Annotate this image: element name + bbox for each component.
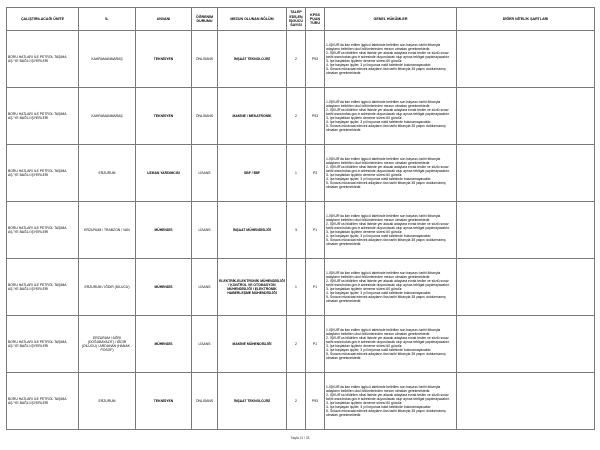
- cell-general-rules: [325, 259, 457, 316]
- cell-unit: BORU HATLARI İLE PETROL TAŞIMA AŞ.'YE BAĞLI İŞYERLERİ: [7, 202, 79, 259]
- rule-line: 1-İŞKUR'da ilan edilen işgücü talebinde belirtilen son başvuru tarihi itibarıyla adayların belirtilen okul bölümlerinden mezun olmaları gerekmektedir.: [326, 327, 441, 336]
- cell-unit: BORU HATLARI İLE PETROL TAŞIMA AŞ.'YE BAĞLI İŞYERLERİ: [7, 31, 79, 88]
- header-count: TALEP EDİLEN İŞGÜCÜ SAYISI: [287, 8, 306, 31]
- cell-count: 2: [287, 373, 306, 430]
- table-row: [7, 145, 595, 202]
- rule-line: 2- İŞKUR'ca bildirilen nihai listede yer alacak adaylara evrak teslim ve sözlü sınav tarihi www.botas.gov.tr adresinde duyurulacak olup ayrıca tebligat yapılmayacaktır.: [326, 278, 450, 287]
- cell-general-rules: [325, 145, 457, 202]
- cell-kpss: P1: [306, 316, 325, 373]
- rule-line: 5- Sınava müracaat edecek adayların ilan tarihi itibarıyla 35 yaşını doldurmamış olmaları gerekmektedir.: [326, 181, 446, 190]
- cell-city: ERZURUM: [79, 145, 136, 202]
- cell-general-rules: [325, 31, 457, 88]
- cell-department: MAKİNE MÜHENDİSLİĞİ: [218, 316, 287, 373]
- cell-education: LİSANS: [192, 316, 218, 373]
- rule-line: 3- İşe başlatılan işçilerin deneme süresi 60 gündür.: [326, 173, 403, 177]
- rule-line: 1-İŞKUR'da ilan edilen işgücü talebinde belirtilen son başvuru tarihi itibarıyla adayların belirtilen okul bölümlerinden mezun olmaları gerekmektedir.: [326, 156, 441, 165]
- cell-kpss: P1: [306, 259, 325, 316]
- cell-title: TEKNİSYEN: [136, 31, 192, 88]
- rule-line: 3- İşe başlatılan işçilerin deneme süresi 60 gündür.: [326, 230, 403, 234]
- rule-line: 4- İşe başlayan işçiler, 3 yıl boyunca nakil talebinde bulunamayacaktır.: [326, 348, 432, 353]
- rule-line: 2- İŞKUR'ca bildirilen nihai listede yer alacak adaylara evrak teslim ve sözlü sınav tarihi www.botas.gov.tr adresinde duyurulacak olup ayrıca tebligat yapılmayacaktır.: [326, 221, 450, 230]
- cell-unit: BORU HATLARI İLE PETROL TAŞIMA AŞ.'YE BAĞLI İŞYERLERİ: [7, 88, 79, 145]
- table-row: [7, 373, 595, 430]
- cell-general-rules: [325, 373, 457, 430]
- header-department: MEZUN OLUNAN BÖLÜM: [218, 8, 287, 31]
- cell-city: ERZURUM / TRABZON / VAN: [79, 202, 136, 259]
- rule-line: 1-İŞKUR'da ilan edilen işgücü talebinde belirtilen son başvuru tarihi itibarıyla adayların belirtilen okul bölümlerinden mezun olmaları gerekmektedir.: [326, 42, 441, 51]
- cell-unit: BORU HATLARI İLE PETROL TAŞIMA AŞ.'YE BAĞLI İŞYERLERİ: [7, 145, 79, 202]
- cell-department: SBF / İİBF: [218, 145, 287, 202]
- rule-line: 4- İşe başlayan işçiler, 3 yıl boyunca nakil talebinde bulunamayacaktır.: [326, 177, 432, 182]
- cell-other-requirements: [457, 316, 595, 373]
- cell-education: LİSANS: [192, 145, 218, 202]
- cell-kpss: P3: [306, 145, 325, 202]
- cell-department: İNŞAAT TEKNOLOJİSİ: [218, 31, 287, 88]
- rule-line: 1-İŞKUR'da ilan edilen işgücü talebinde belirtilen son başvuru tarihi itibarıyla adayların belirtilen okul bölümlerinden mezun olmaları gerekmektedir.: [326, 384, 441, 393]
- header-education: ÖĞRENİM DURUMU: [192, 8, 218, 31]
- cell-count: 3: [287, 202, 306, 259]
- header-general-rules: GENEL HÜKÜMLER: [325, 8, 457, 31]
- cell-unit: BORU HATLARI İLE PETROL TAŞIMA AŞ.'YE BAĞLI İŞYERLERİ: [7, 259, 79, 316]
- cell-count: 1: [287, 145, 306, 202]
- rule-line: 4- İşe başlayan işçiler, 3 yıl boyunca nakil talebinde bulunamayacaktır.: [326, 291, 432, 296]
- cell-other-requirements: [457, 88, 595, 145]
- cell-other-requirements: [457, 145, 595, 202]
- rule-line: 5- Sınava müracaat edecek adayların ilan tarihi itibarıyla 35 yaşını doldurmamış olmaları gerekmektedir.: [326, 409, 446, 418]
- table-row: [7, 202, 595, 259]
- rule-line: 4- İşe başlayan işçiler, 3 yıl boyunca nakil talebinde bulunamayacaktır.: [326, 63, 432, 68]
- cell-title: MÜHENDİS: [136, 202, 192, 259]
- cell-count: 1: [287, 259, 306, 316]
- rule-line: 3- İşe başlatılan işçilerin deneme süresi 60 gündür.: [326, 59, 403, 63]
- cell-city: ERZURUM / AĞRI (DOĞUBAYAZIT) / IĞDIR (DİLUCU) / ARDAHAN (HANAK - POSOF): [79, 316, 136, 373]
- rule-line: 2- İŞKUR'ca bildirilen nihai listede yer alacak adaylara evrak teslim ve sözlü sınav tarihi www.botas.gov.tr adresinde duyurulacak olup ayrıca tebligat yapılmayacaktır.: [326, 392, 450, 401]
- cell-department: MAKİNE / MEKATRONİK: [218, 88, 287, 145]
- rule-line: 3- İşe başlatılan işçilerin deneme süresi 60 gündür.: [326, 401, 403, 405]
- cell-other-requirements: [457, 373, 595, 430]
- cell-other-requirements: [457, 202, 595, 259]
- rule-line: 4- İşe başlayan işçiler, 3 yıl boyunca nakil talebinde bulunamayacaktır.: [326, 120, 432, 125]
- cell-education: LİSANS: [192, 259, 218, 316]
- cell-general-rules: [325, 202, 457, 259]
- table-row: [7, 88, 595, 145]
- cell-general-rules: [325, 88, 457, 145]
- table-row: [7, 259, 595, 316]
- header-title: UNVANI: [136, 8, 192, 31]
- cell-city: KAHRAMANMARAŞ: [79, 88, 136, 145]
- cell-count: 2: [287, 31, 306, 88]
- cell-other-requirements: [457, 31, 595, 88]
- rule-line: 5- Sınava müracaat edecek adayların ilan tarihi itibarıyla 35 yaşını doldurmamış olmaları gerekmektedir.: [326, 295, 446, 304]
- cell-title: MÜHENDİS: [136, 259, 192, 316]
- cell-education: ÖNLİSANS: [192, 373, 218, 430]
- header-unit: ÇALIŞTIRILACAĞI ÜNİTE: [7, 8, 79, 31]
- rule-line: 2- İŞKUR'ca bildirilen nihai listede yer alacak adaylara evrak teslim ve sözlü sınav tarihi www.botas.gov.tr adresinde duyurulacak olup ayrıca tebligat yapılmayacaktır.: [326, 164, 450, 173]
- header-kpss: KPSS PUAN TÜRÜ: [306, 8, 325, 31]
- rule-line: 2- İŞKUR'ca bildirilen nihai listede yer alacak adaylara evrak teslim ve sözlü sınav tarihi www.botas.gov.tr adresinde duyurulacak olup ayrıca tebligat yapılmayacaktır.: [326, 107, 450, 116]
- rule-line: 1-İŞKUR'da ilan edilen işgücü talebinde belirtilen son başvuru tarihi itibarıyla adayların belirtilen okul bölümlerinden mezun olmaları gerekmektedir.: [326, 270, 441, 279]
- page-number: Sayfa 21 / 33: [290, 436, 310, 440]
- cell-education: ÖNLİSANS: [192, 88, 218, 145]
- cell-title: MÜHENDİS: [136, 316, 192, 373]
- cell-education: ÖNLİSANS: [192, 31, 218, 88]
- rule-line: 5- Sınava müracaat edecek adayların ilan tarihi itibarıyla 35 yaşını doldurmamış olmaları gerekmektedir.: [326, 352, 446, 361]
- cell-kpss: P93: [306, 88, 325, 145]
- rule-line: 2- İŞKUR'ca bildirilen nihai listede yer alacak adaylara evrak teslim ve sözlü sınav tarihi www.botas.gov.tr adresinde duyurulacak olup ayrıca tebligat yapılmayacaktır.: [326, 335, 450, 344]
- rule-line: 3- İşe başlatılan işçilerin deneme süresi 60 gündür.: [326, 344, 403, 348]
- table-body: [7, 31, 595, 430]
- cell-city: KAHRAMANMARAŞ: [79, 31, 136, 88]
- cell-unit: BORU HATLARI İLE PETROL TAŞIMA AŞ.'YE BAĞLI İŞYERLERİ: [7, 373, 79, 430]
- cell-count: 2: [287, 316, 306, 373]
- cell-general-rules: [325, 316, 457, 373]
- cell-unit: BORU HATLARI İLE PETROL TAŞIMA AŞ.'YE BAĞLI İŞYERLERİ: [7, 316, 79, 373]
- table-header-row: [7, 8, 595, 31]
- rule-line: 5- Sınava müracaat edecek adayların ilan tarihi itibarıyla 35 yaşını doldurmamış olmaları gerekmektedir.: [326, 238, 446, 247]
- cell-other-requirements: [457, 259, 595, 316]
- rule-line: 4- İşe başlayan işçiler, 3 yıl boyunca nakil talebinde bulunamayacaktır.: [326, 234, 432, 239]
- cell-title: TEKNİSYEN: [136, 88, 192, 145]
- cell-department: İNŞAAT MÜHENDİSLİĞİ: [218, 202, 287, 259]
- rule-line: 1-İŞKUR'da ilan edilen işgücü talebinde belirtilen son başvuru tarihi itibarıyla adayların belirtilen okul bölümlerinden mezun olmaları gerekmektedir.: [326, 213, 441, 222]
- rule-line: 3- İşe başlatılan işçilerin deneme süresi 60 gündür.: [326, 116, 403, 120]
- rule-line: 4- İşe başlayan işçiler, 3 yıl boyunca nakil talebinde bulunamayacaktır.: [326, 405, 432, 410]
- rule-line: 2- İŞKUR'ca bildirilen nihai listede yer alacak adaylara evrak teslim ve sözlü sınav tarihi www.botas.gov.tr adresinde duyurulacak olup ayrıca tebligat yapılmayacaktır.: [326, 50, 450, 59]
- cell-department: ELEKTRİK-ELEKTRONİK MÜHENDİSLİĞİ / KONTROL VE OTOMASYON MÜHENDİSLİĞİ / ELEKTRONİK HABERLEŞME MÜHENDİSLİĞİ: [218, 259, 287, 316]
- cell-department: İNŞAAT TEKNOLOJİSİ: [218, 373, 287, 430]
- cell-kpss: P93: [306, 31, 325, 88]
- cell-title: UZMAN YARDIMCISI: [136, 145, 192, 202]
- cell-city: ERZURUM: [79, 373, 136, 430]
- cell-city: ERZURUM / IĞDIR (DİLUCU): [79, 259, 136, 316]
- header-city: İL: [79, 8, 136, 31]
- rule-line: 5- Sınava müracaat edecek adayların ilan tarihi itibarıyla 35 yaşını doldurmamış olmaları gerekmektedir.: [326, 67, 446, 76]
- table-row: [7, 31, 595, 88]
- rule-line: 1-İŞKUR'da ilan edilen işgücü talebinde belirtilen son başvuru tarihi itibarıyla adayların belirtilen okul bölümlerinden mezun olmaları gerekmektedir.: [326, 99, 441, 108]
- rule-line: 5- Sınava müracaat edecek adayların ilan tarihi itibarıyla 35 yaşını doldurmamış olmaları gerekmektedir.: [326, 124, 446, 133]
- cell-count: 2: [287, 88, 306, 145]
- cell-title: TEKNİSYEN: [136, 373, 192, 430]
- job-listing-table: [6, 7, 595, 430]
- header-other-requirements: DİĞER NİTELİK ŞARTLARI: [457, 8, 595, 31]
- table-row: [7, 316, 595, 373]
- cell-kpss: P1: [306, 202, 325, 259]
- rule-line: 3- İşe başlatılan işçilerin deneme süresi 60 gündür.: [326, 287, 403, 291]
- cell-education: LİSANS: [192, 202, 218, 259]
- cell-kpss: P93: [306, 373, 325, 430]
